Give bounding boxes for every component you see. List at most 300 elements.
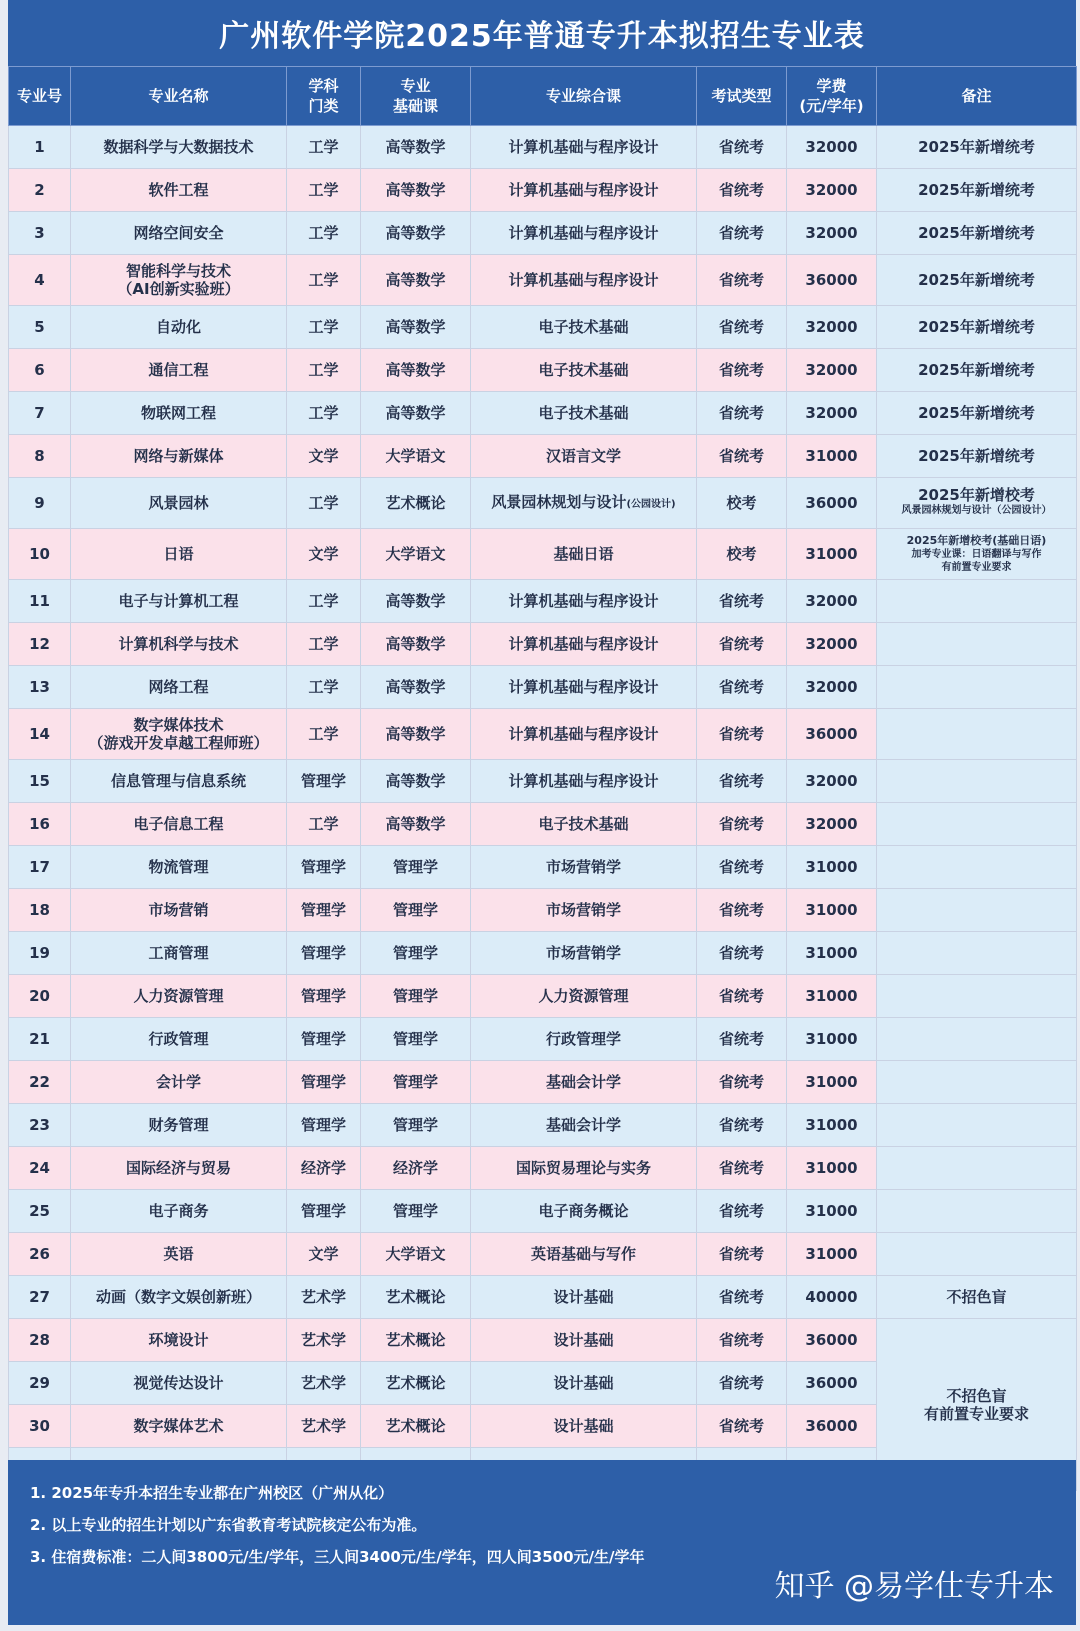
cell-exam: 省统考 <box>697 580 787 623</box>
cell-name-text: 网络空间安全 <box>133 224 224 242</box>
cell-category: 管理学 <box>287 1104 361 1147</box>
footer-notes <box>8 1460 1076 1625</box>
cell-remark-text: 不招色盲 <box>946 1288 1007 1306</box>
cell-comprehensive-text: 计算机基础与程序设计 <box>508 271 659 289</box>
cell-basic: 高等数学 <box>361 169 471 212</box>
table-row <box>9 126 1077 169</box>
header-fee-l1: 学费 <box>816 77 847 95</box>
header-remark: 备注 <box>877 67 1077 126</box>
cell-name <box>71 932 287 975</box>
cell-remark-text: 2025年新增校考 <box>918 486 1035 504</box>
cell-name <box>71 255 287 306</box>
cell-fee: 32000 <box>787 623 877 666</box>
cell-exam: 省统考 <box>697 760 787 803</box>
cell-remark <box>877 846 1077 889</box>
cell-fee: 31000 <box>787 1190 877 1233</box>
cell-fee: 36000 <box>787 255 877 306</box>
cell-exam: 省统考 <box>697 1362 787 1405</box>
cell-no: 11 <box>9 580 71 623</box>
table-row <box>9 255 1077 306</box>
cell-no: 27 <box>9 1276 71 1319</box>
cell-fee: 31000 <box>787 1233 877 1276</box>
cell-name-text: 会计学 <box>155 1073 201 1091</box>
cell-name <box>71 435 287 478</box>
cell-comprehensive-text: 计算机基础与程序设计 <box>508 635 659 653</box>
cell-comprehensive <box>471 126 697 169</box>
cell-category: 管理学 <box>287 846 361 889</box>
cell-exam: 省统考 <box>697 212 787 255</box>
cell-name <box>71 1319 287 1362</box>
cell-remark-text: 2025年新增统考 <box>918 361 1035 379</box>
cell-comprehensive-text: 计算机基础与程序设计 <box>508 725 659 743</box>
cell-exam: 省统考 <box>697 666 787 709</box>
cell-category: 工学 <box>287 126 361 169</box>
cell-exam: 省统考 <box>697 1061 787 1104</box>
cell-name-text: 数据科学与大数据技术 <box>103 138 254 156</box>
cell-category: 文学 <box>287 435 361 478</box>
cell-remark <box>877 975 1077 1018</box>
table-row <box>9 1276 1077 1319</box>
cell-remark-text: 2025年新增统考 <box>918 181 1035 199</box>
cell-fee: 36000 <box>787 1405 877 1448</box>
cell-remark <box>877 666 1077 709</box>
cell-comprehensive-text: 国际贸易理论与实务 <box>515 1159 651 1177</box>
cell-remark <box>877 1061 1077 1104</box>
cell-fee: 32000 <box>787 803 877 846</box>
cell-remark <box>877 255 1077 306</box>
cell-basic: 管理学 <box>361 1190 471 1233</box>
cell-category: 经济学 <box>287 1147 361 1190</box>
table-row <box>9 889 1077 932</box>
cell-category: 工学 <box>287 666 361 709</box>
cell-comprehensive-text: 计算机基础与程序设计 <box>508 772 659 790</box>
cell-basic: 艺术概论 <box>361 478 471 529</box>
cell-no: 19 <box>9 932 71 975</box>
cell-basic: 管理学 <box>361 846 471 889</box>
cell-comprehensive <box>471 932 697 975</box>
cell-basic: 管理学 <box>361 1104 471 1147</box>
cell-fee: 36000 <box>787 478 877 529</box>
cell-no: 1 <box>9 126 71 169</box>
cell-no: 14 <box>9 709 71 760</box>
cell-comprehensive <box>471 623 697 666</box>
cell-basic: 高等数学 <box>361 306 471 349</box>
note-2: 2. 以上专业的招生计划以广东省教育考试院核定公布为准。 <box>30 1516 427 1534</box>
cell-comprehensive-text: 基础会计学 <box>545 1116 621 1134</box>
cell-comprehensive-text: 设计基础 <box>553 1374 614 1392</box>
cell-comprehensive-text: 计算机基础与程序设计 <box>508 592 659 610</box>
table-row <box>9 1319 1077 1362</box>
cell-category: 艺术学 <box>287 1405 361 1448</box>
cell-comprehensive <box>471 478 697 529</box>
cell-remark <box>877 1276 1077 1319</box>
cell-fee: 32000 <box>787 580 877 623</box>
cell-comprehensive <box>471 1405 697 1448</box>
cell-remark-sub: 风景园林规划与设计（公园设计） <box>901 505 1052 516</box>
cell-comprehensive <box>471 1147 697 1190</box>
cell-fee: 31000 <box>787 529 877 580</box>
cell-name-text: 通信工程 <box>148 361 209 379</box>
header-category-l2: 门类 <box>308 97 339 115</box>
cell-comprehensive-text: 基础日语 <box>553 545 614 563</box>
header-exam: 考试类型 <box>697 67 787 126</box>
cell-no: 20 <box>9 975 71 1018</box>
cell-name <box>71 529 287 580</box>
cell-comprehensive-text: 电子商务概论 <box>538 1202 629 1220</box>
cell-fee: 31000 <box>787 1147 877 1190</box>
cell-no: 6 <box>9 349 71 392</box>
cell-name-text: 软件工程 <box>148 181 209 199</box>
cell-remark <box>877 580 1077 623</box>
cell-comprehensive <box>471 846 697 889</box>
cell-name <box>71 1147 287 1190</box>
cell-comprehensive <box>471 255 697 306</box>
header-basic <box>361 67 471 126</box>
cell-category: 工学 <box>287 478 361 529</box>
header-comprehensive: 专业综合课 <box>471 67 697 126</box>
header-fee <box>787 67 877 126</box>
cell-basic: 高等数学 <box>361 760 471 803</box>
cell-no: 10 <box>9 529 71 580</box>
table-row <box>9 435 1077 478</box>
cell-remark <box>877 212 1077 255</box>
cell-no: 17 <box>9 846 71 889</box>
cell-category: 艺术学 <box>287 1362 361 1405</box>
table-row <box>9 212 1077 255</box>
cell-category: 管理学 <box>287 889 361 932</box>
cell-category: 工学 <box>287 169 361 212</box>
table-row <box>9 709 1077 760</box>
cell-no: 8 <box>9 435 71 478</box>
cell-fee: 40000 <box>787 1276 877 1319</box>
cell-name-line2: （AI创新实验班） <box>117 280 240 298</box>
cell-exam: 省统考 <box>697 1147 787 1190</box>
cell-fee: 32000 <box>787 392 877 435</box>
cell-comprehensive-text: 英语基础与写作 <box>530 1245 636 1263</box>
cell-remark <box>877 529 1077 580</box>
cell-remark <box>877 1233 1077 1276</box>
cell-remark <box>877 803 1077 846</box>
table-row <box>9 392 1077 435</box>
brand-watermark: 知乎 @易学仕专升本 <box>774 1569 1054 1604</box>
cell-comprehensive <box>471 212 697 255</box>
table-row <box>9 478 1077 529</box>
cell-name <box>71 889 287 932</box>
cell-remark-text: 2025年新增统考 <box>918 318 1035 336</box>
cell-category: 工学 <box>287 306 361 349</box>
cell-comprehensive <box>471 392 697 435</box>
cell-name <box>71 1362 287 1405</box>
cell-name <box>71 1276 287 1319</box>
table-row <box>9 760 1077 803</box>
cell-basic: 高等数学 <box>361 580 471 623</box>
cell-no: 30 <box>9 1405 71 1448</box>
cell-name-text: 动画（数字文娱创新班） <box>95 1288 261 1306</box>
cell-comprehensive <box>471 975 697 1018</box>
cell-exam: 省统考 <box>697 392 787 435</box>
cell-comprehensive-text: 计算机基础与程序设计 <box>508 181 659 199</box>
cell-exam: 省统考 <box>697 1018 787 1061</box>
cell-no: 7 <box>9 392 71 435</box>
cell-comprehensive-text: 设计基础 <box>553 1288 614 1306</box>
cell-category: 文学 <box>287 529 361 580</box>
header-no: 专业号 <box>9 67 71 126</box>
cell-comprehensive-text: 行政管理学 <box>545 1030 621 1048</box>
cell-name-text: 计算机科学与技术 <box>118 635 239 653</box>
cell-exam: 校考 <box>697 529 787 580</box>
cell-comprehensive <box>471 666 697 709</box>
cell-name <box>71 1061 287 1104</box>
majors-table <box>8 66 1077 1491</box>
cell-remark-text: 2025年新增统考 <box>918 404 1035 422</box>
cell-exam: 省统考 <box>697 623 787 666</box>
cell-basic: 高等数学 <box>361 349 471 392</box>
cell-exam: 省统考 <box>697 846 787 889</box>
cell-category: 管理学 <box>287 1190 361 1233</box>
table-row <box>9 932 1077 975</box>
table-row <box>9 306 1077 349</box>
cell-comprehensive <box>471 1104 697 1147</box>
cell-fee: 32000 <box>787 169 877 212</box>
cell-remark <box>877 889 1077 932</box>
cell-no: 23 <box>9 1104 71 1147</box>
table-row <box>9 623 1077 666</box>
cell-basic: 高等数学 <box>361 623 471 666</box>
cell-comprehensive <box>471 1233 697 1276</box>
header-basic-l2: 基础课 <box>392 97 438 115</box>
cell-fee: 31000 <box>787 975 877 1018</box>
cell-name-line2: （游戏开发卓越工程师班） <box>88 734 269 752</box>
cell-exam: 省统考 <box>697 1319 787 1362</box>
cell-fee: 36000 <box>787 1362 877 1405</box>
cell-remark-text: 2025年新增校考(基础日语) <box>906 534 1047 547</box>
cell-remark <box>877 349 1077 392</box>
cell-fee: 32000 <box>787 126 877 169</box>
cell-no: 9 <box>9 478 71 529</box>
cell-basic: 管理学 <box>361 1018 471 1061</box>
cell-category: 工学 <box>287 623 361 666</box>
cell-no: 29 <box>9 1362 71 1405</box>
page-title: 广州软件学院2025年普通专升本拟招生专业表 <box>8 0 1076 66</box>
cell-no: 2 <box>9 169 71 212</box>
cell-basic: 管理学 <box>361 932 471 975</box>
cell-basic: 大学语文 <box>361 1233 471 1276</box>
cell-fee: 36000 <box>787 1319 877 1362</box>
cell-fee: 31000 <box>787 1061 877 1104</box>
cell-no: 28 <box>9 1319 71 1362</box>
cell-name <box>71 1190 287 1233</box>
cell-category: 工学 <box>287 580 361 623</box>
cell-name <box>71 803 287 846</box>
cell-comprehensive-text: 市场营销学 <box>545 858 621 876</box>
cell-remark-text: 2025年新增统考 <box>918 447 1035 465</box>
cell-remark <box>877 1104 1077 1147</box>
cell-fee: 31000 <box>787 1104 877 1147</box>
cell-name-text: 工商管理 <box>148 944 209 962</box>
cell-name-text: 视觉传达设计 <box>133 1374 224 1392</box>
cell-comprehensive-text: 计算机基础与程序设计 <box>508 224 659 242</box>
cell-no: 21 <box>9 1018 71 1061</box>
cell-name <box>71 392 287 435</box>
cell-name-text: 信息管理与信息系统 <box>110 772 246 790</box>
table-row <box>9 1233 1077 1276</box>
cell-comprehensive <box>471 306 697 349</box>
table-row <box>9 169 1077 212</box>
cell-name <box>71 975 287 1018</box>
cell-name-text: 数字媒体艺术 <box>133 1417 224 1435</box>
cell-category: 工学 <box>287 803 361 846</box>
cell-remark <box>877 760 1077 803</box>
cell-comprehensive <box>471 1362 697 1405</box>
cell-category: 管理学 <box>287 1018 361 1061</box>
cell-comprehensive-text: 电子技术基础 <box>538 318 629 336</box>
cell-name-text: 国际经济与贸易 <box>125 1159 231 1177</box>
cell-comprehensive <box>471 580 697 623</box>
cell-fee: 32000 <box>787 212 877 255</box>
cell-category: 管理学 <box>287 1061 361 1104</box>
cell-category: 工学 <box>287 709 361 760</box>
cell-no: 4 <box>9 255 71 306</box>
cell-comprehensive <box>471 529 697 580</box>
cell-remark <box>877 478 1077 529</box>
cell-fee: 31000 <box>787 932 877 975</box>
note-1: 1. 2025年专升本招生专业都在广州校区（广州从化） <box>30 1484 394 1502</box>
cell-name-text: 风景园林 <box>148 494 209 512</box>
cell-category: 管理学 <box>287 932 361 975</box>
enrollment-sheet <box>8 0 1076 1625</box>
cell-exam: 省统考 <box>697 1190 787 1233</box>
cell-exam: 省统考 <box>697 1405 787 1448</box>
cell-comprehensive <box>471 1319 697 1362</box>
cell-name <box>71 1405 287 1448</box>
cell-no: 26 <box>9 1233 71 1276</box>
cell-remark-sub2: 有前置专业要求 <box>941 562 1012 573</box>
cell-category: 工学 <box>287 392 361 435</box>
cell-basic: 高等数学 <box>361 212 471 255</box>
cell-comprehensive-text: 电子技术基础 <box>538 361 629 379</box>
cell-basic: 高等数学 <box>361 392 471 435</box>
cell-name <box>71 349 287 392</box>
cell-name <box>71 1104 287 1147</box>
cell-category: 工学 <box>287 255 361 306</box>
cell-name-text: 电子商务 <box>148 1202 209 1220</box>
cell-basic: 管理学 <box>361 975 471 1018</box>
table-row <box>9 803 1077 846</box>
cell-fee: 31000 <box>787 889 877 932</box>
cell-remark <box>877 1190 1077 1233</box>
cell-basic: 大学语文 <box>361 435 471 478</box>
cell-comprehensive-text: 电子技术基础 <box>538 404 629 422</box>
cell-comprehensive <box>471 803 697 846</box>
cell-remark <box>877 1018 1077 1061</box>
cell-no: 18 <box>9 889 71 932</box>
cell-exam: 省统考 <box>697 803 787 846</box>
cell-name <box>71 126 287 169</box>
cell-name-line1: 智能科学与技术 <box>125 262 231 280</box>
cell-exam: 省统考 <box>697 126 787 169</box>
table-row <box>9 1147 1077 1190</box>
cell-exam: 省统考 <box>697 255 787 306</box>
table-header <box>9 67 1077 126</box>
cell-remark <box>877 709 1077 760</box>
header-name: 专业名称 <box>71 67 287 126</box>
cell-basic: 高等数学 <box>361 666 471 709</box>
cell-comprehensive <box>471 1276 697 1319</box>
cell-category: 工学 <box>287 349 361 392</box>
cell-remark-sub: 加考专业课：日语翻译与写作 <box>911 549 1042 560</box>
cell-name-text: 自动化 <box>155 318 201 336</box>
cell-basic: 经济学 <box>361 1147 471 1190</box>
cell-name-text: 网络与新媒体 <box>133 447 224 465</box>
table-row <box>9 846 1077 889</box>
cell-exam: 省统考 <box>697 1104 787 1147</box>
cell-comprehensive <box>471 889 697 932</box>
cell-comprehensive-text: 风景园林规划与设计 <box>491 492 627 511</box>
cell-fee: 31000 <box>787 435 877 478</box>
cell-name <box>71 212 287 255</box>
cell-comprehensive <box>471 1061 697 1104</box>
cell-comprehensive-text: 汉语言文学 <box>545 447 621 465</box>
cell-name-text: 市场营销 <box>148 901 209 919</box>
cell-name <box>71 709 287 760</box>
note-3: 3. 住宿费标准：二人间3800元/生/学年，三人间3400元/生/学年，四人间3500元/生/学年 <box>30 1548 645 1566</box>
table-row <box>9 529 1077 580</box>
table-row <box>9 349 1077 392</box>
merged-remark-line1: 不招色盲 <box>946 1386 1007 1405</box>
cell-category: 文学 <box>287 1233 361 1276</box>
cell-basic: 高等数学 <box>361 255 471 306</box>
header-basic-l1: 专业 <box>400 77 431 95</box>
cell-basic: 高等数学 <box>361 803 471 846</box>
cell-comprehensive <box>471 435 697 478</box>
cell-basic: 艺术概论 <box>361 1319 471 1362</box>
cell-name <box>71 846 287 889</box>
cell-category: 艺术学 <box>287 1276 361 1319</box>
cell-fee: 32000 <box>787 666 877 709</box>
cell-name-text: 行政管理 <box>148 1030 209 1048</box>
cell-comprehensive-text: 设计基础 <box>553 1331 614 1349</box>
cell-remark-text: 2025年新增统考 <box>918 138 1035 156</box>
cell-comprehensive <box>471 709 697 760</box>
cell-name <box>71 666 287 709</box>
cell-remark <box>877 932 1077 975</box>
cell-exam: 省统考 <box>697 1276 787 1319</box>
cell-remark <box>877 306 1077 349</box>
merged-remark-line2: 有前置专业要求 <box>923 1404 1029 1423</box>
cell-name <box>71 1233 287 1276</box>
table-row <box>9 1104 1077 1147</box>
cell-name-text: 英语 <box>163 1245 194 1263</box>
cell-no: 12 <box>9 623 71 666</box>
cell-comprehensive-text: 市场营销学 <box>545 901 621 919</box>
table-row <box>9 1061 1077 1104</box>
cell-name-text: 网络工程 <box>148 678 209 696</box>
cell-category: 管理学 <box>287 760 361 803</box>
cell-name <box>71 580 287 623</box>
cell-fee: 36000 <box>787 709 877 760</box>
cell-remark-text: 2025年新增统考 <box>918 271 1035 289</box>
cell-name-text: 财务管理 <box>148 1116 209 1134</box>
cell-fee: 31000 <box>787 1018 877 1061</box>
cell-exam: 校考 <box>697 478 787 529</box>
cell-exam: 省统考 <box>697 709 787 760</box>
cell-basic: 高等数学 <box>361 709 471 760</box>
table-row <box>9 1018 1077 1061</box>
cell-comprehensive-text: 市场营销学 <box>545 944 621 962</box>
cell-name-text: 环境设计 <box>148 1331 209 1349</box>
cell-remark <box>877 392 1077 435</box>
cell-basic: 高等数学 <box>361 126 471 169</box>
